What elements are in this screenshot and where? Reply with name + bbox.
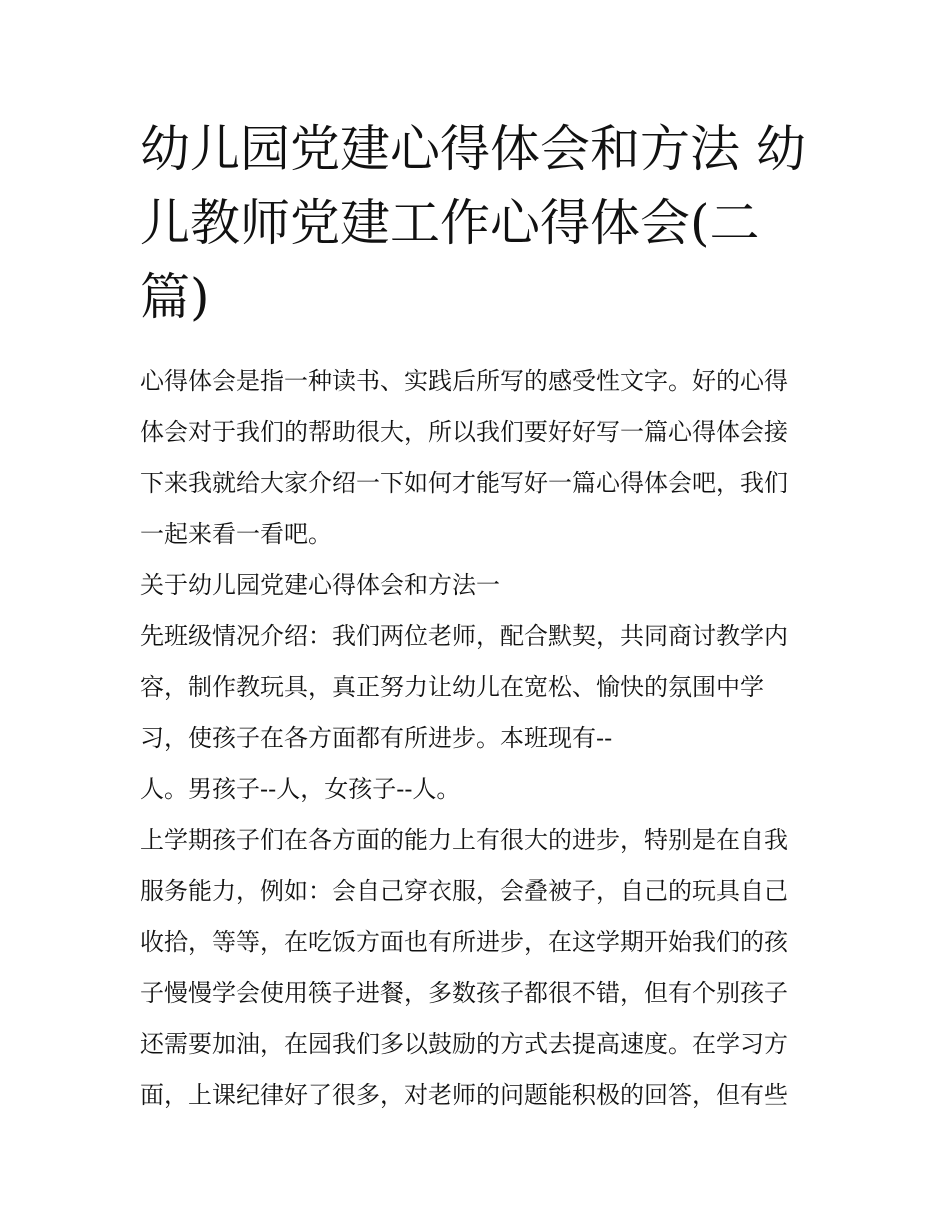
body-line: 还需要加油，在园我们多以鼓励的方式去提高速度。在学习方 — [140, 1030, 788, 1058]
document-body — [140, 356, 816, 1121]
document-title — [140, 112, 820, 334]
body-line: 习，使孩子在各方面都有所进步。本班现有-- — [140, 724, 613, 752]
body-line: 一起来看一看吧。 — [140, 520, 332, 548]
body-line: 子慢慢学会使用筷子进餐，多数孩子都很不错，但有个别孩子 — [140, 979, 788, 1007]
title-line: 儿教师党建工作心得体会(二 — [140, 194, 760, 252]
body-line: 服务能力，例如：会自己穿衣服，会叠被子，自己的玩具自己 — [140, 877, 788, 905]
body-line: 心得体会是指一种读书、实践后所写的感受性文字。好的心得 — [140, 367, 788, 395]
title-line: 篇) — [140, 268, 210, 326]
body-line: 面，上课纪律好了很多，对老师的问题能积极的回答，但有些 — [140, 1081, 788, 1109]
title-line: 幼儿园党建心得体会和方法 幼 — [140, 120, 806, 178]
body-line: 容，制作教玩具，真正努力让幼儿在宽松、愉快的氛围中学 — [140, 673, 764, 701]
body-line: 上学期孩子们在各方面的能力上有很大的进步，特别是在自我 — [140, 826, 788, 854]
body-line: 收拾，等等，在吃饭方面也有所进步，在这学期开始我们的孩 — [140, 928, 788, 956]
body-line: 下来我就给大家介绍一下如何才能写好一篇心得体会吧，我们 — [140, 469, 788, 497]
body-line: 体会对于我们的帮助很大，所以我们要好好写一篇心得体会接 — [140, 418, 788, 446]
section-heading: 关于幼儿园党建心得体会和方法一 — [140, 571, 500, 599]
body-line: 人。男孩子--人，女孩子--人。 — [140, 775, 461, 803]
body-line: 先班级情况介绍：我们两位老师，配合默契，共同商讨教学内 — [140, 622, 788, 650]
